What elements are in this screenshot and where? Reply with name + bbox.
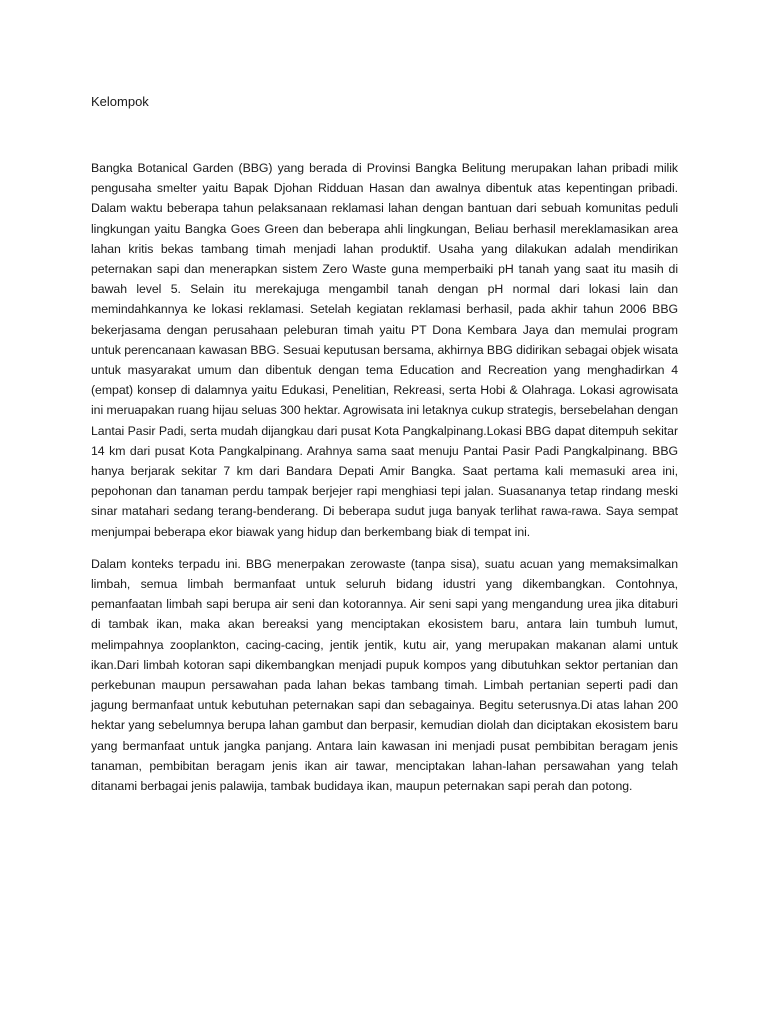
document-heading: Kelompok — [91, 94, 149, 109]
document-page — [91, 92, 678, 808]
paragraph-1: Bangka Botanical Garden (BBG) yang berada di Provinsi Bangka Belitung merupakan lahan pribadi milik pengusaha smelter yaitu Bapak Djohan Ridduan Hasan dan awalnya dibentuk atas kepentingan pribadi. Dalam waktu beberapa tahun pelaksanaan reklamasi lahan dengan bantuan dari sebuah komunitas peduli lingkungan yaitu Bangka Goes Green dan beberapa ahli lingkungan, Beliau berhasil mereklamasikan area lahan kritis bekas tambang timah menjadi lahan produktif. Usaha yang dilakukan adalah mendirikan peternakan sapi dan menerapkan sistem Zero Waste guna memperbaiki pH tanah yang saat itu masih di bawah level 5. Selain itu merekajuga mengambil tanah dengan pH normal dari lokasi lain dan memindahkannya ke lokasi reklamasi. Setelah kegiatan reklamasi berhasil, pada akhir tahun 2006 BBG bekerjasama dengan perusahaan peleburan timah yaitu PT Dona Kembara Jaya dan memulai program untuk perencanaan kawasan BBG. Sesuai keputusan bersama, akhirnya BBG didirikan sebagai objek wisata untuk masyarakat umum dan dibentuk dengan tema Education and Recreation yang menghadirkan 4 (empat) konsep di dalamnya yaitu Edukasi, Penelitian, Rekreasi, serta Hobi & Olahraga. Lokasi agrowisata ini meruapakan ruang hijau seluas 300 hektar. Agrowisata ini letaknya cukup strategis, bersebelahan dengan Lantai Pasir Padi, serta mudah dijangkau dari pusat Kota Pangkalpinang.Lokasi BBG dapat ditempuh sekitar 14 km dari pusat Kota Pangkalpinang. Arahnya sama saat menuju Pantai Pasir Padi Pangkalpinang. BBG hanya berjarak sekitar 7 km dari Bandara Depati Amir Bangka. Saat pertama kali memasuki area ini, pepohonan dan tanaman perdu tampak berjejer rapi menghiasi tepi jalan. Suasananya tetap rindang meski sinar matahari sedang terang-benderang. Di beberapa sudut juga banyak terlihat rawa-rawa. Saya sempat menjumpai beberapa ekor biawak yang hidup dan berkembang biak di tempat ini. — [91, 161, 678, 539]
paragraph-2: Dalam konteks terpadu ini. BBG menerpakan zerowaste (tanpa sisa), suatu acuan yang memaksimalkan limbah, semua limbah bermanfaat untuk seluruh bidang idustri yang dikembangkan. Contohnya, pemanfaatan limbah sapi berupa air seni dan kotorannya. Air seni sapi yang mengandung urea jika ditaburi di tambak ikan, maka akan bereaksi yang menciptakan ekosistem baru, antara lain tumbuh lumut, melimpahnya zooplankton, cacing-cacing, jentik jentik, kutu air, yang merupakan makanan alami untuk ikan.Dari limbah kotoran sapi dikembangkan menjadi pupuk kompos yang dibutuhkan sektor pertanian dan perkebunan maupun persawahan pada lahan bekas tambang timah. Limbah pertanian seperti padi dan jagung bermanfaat untuk kebutuhan peternakan sapi dan sebagainya. Begitu seterusnya.Di atas lahan 200 hektar yang sebelumnya berupa lahan gambut dan berpasir, kemudian diolah dan diciptakan ekosistem baru yang bermanfaat untuk jangka panjang. Antara lain kawasan ini menjadi pusat pembibitan beragam jenis tanaman, pembibitan beragam jenis ikan air tawar, menciptakan lahan-lahan persawahan yang telah ditanami berbagai jenis palawija, tambak budidaya ikan, maupun peternakan sapi perah dan potong. — [91, 556, 678, 794]
